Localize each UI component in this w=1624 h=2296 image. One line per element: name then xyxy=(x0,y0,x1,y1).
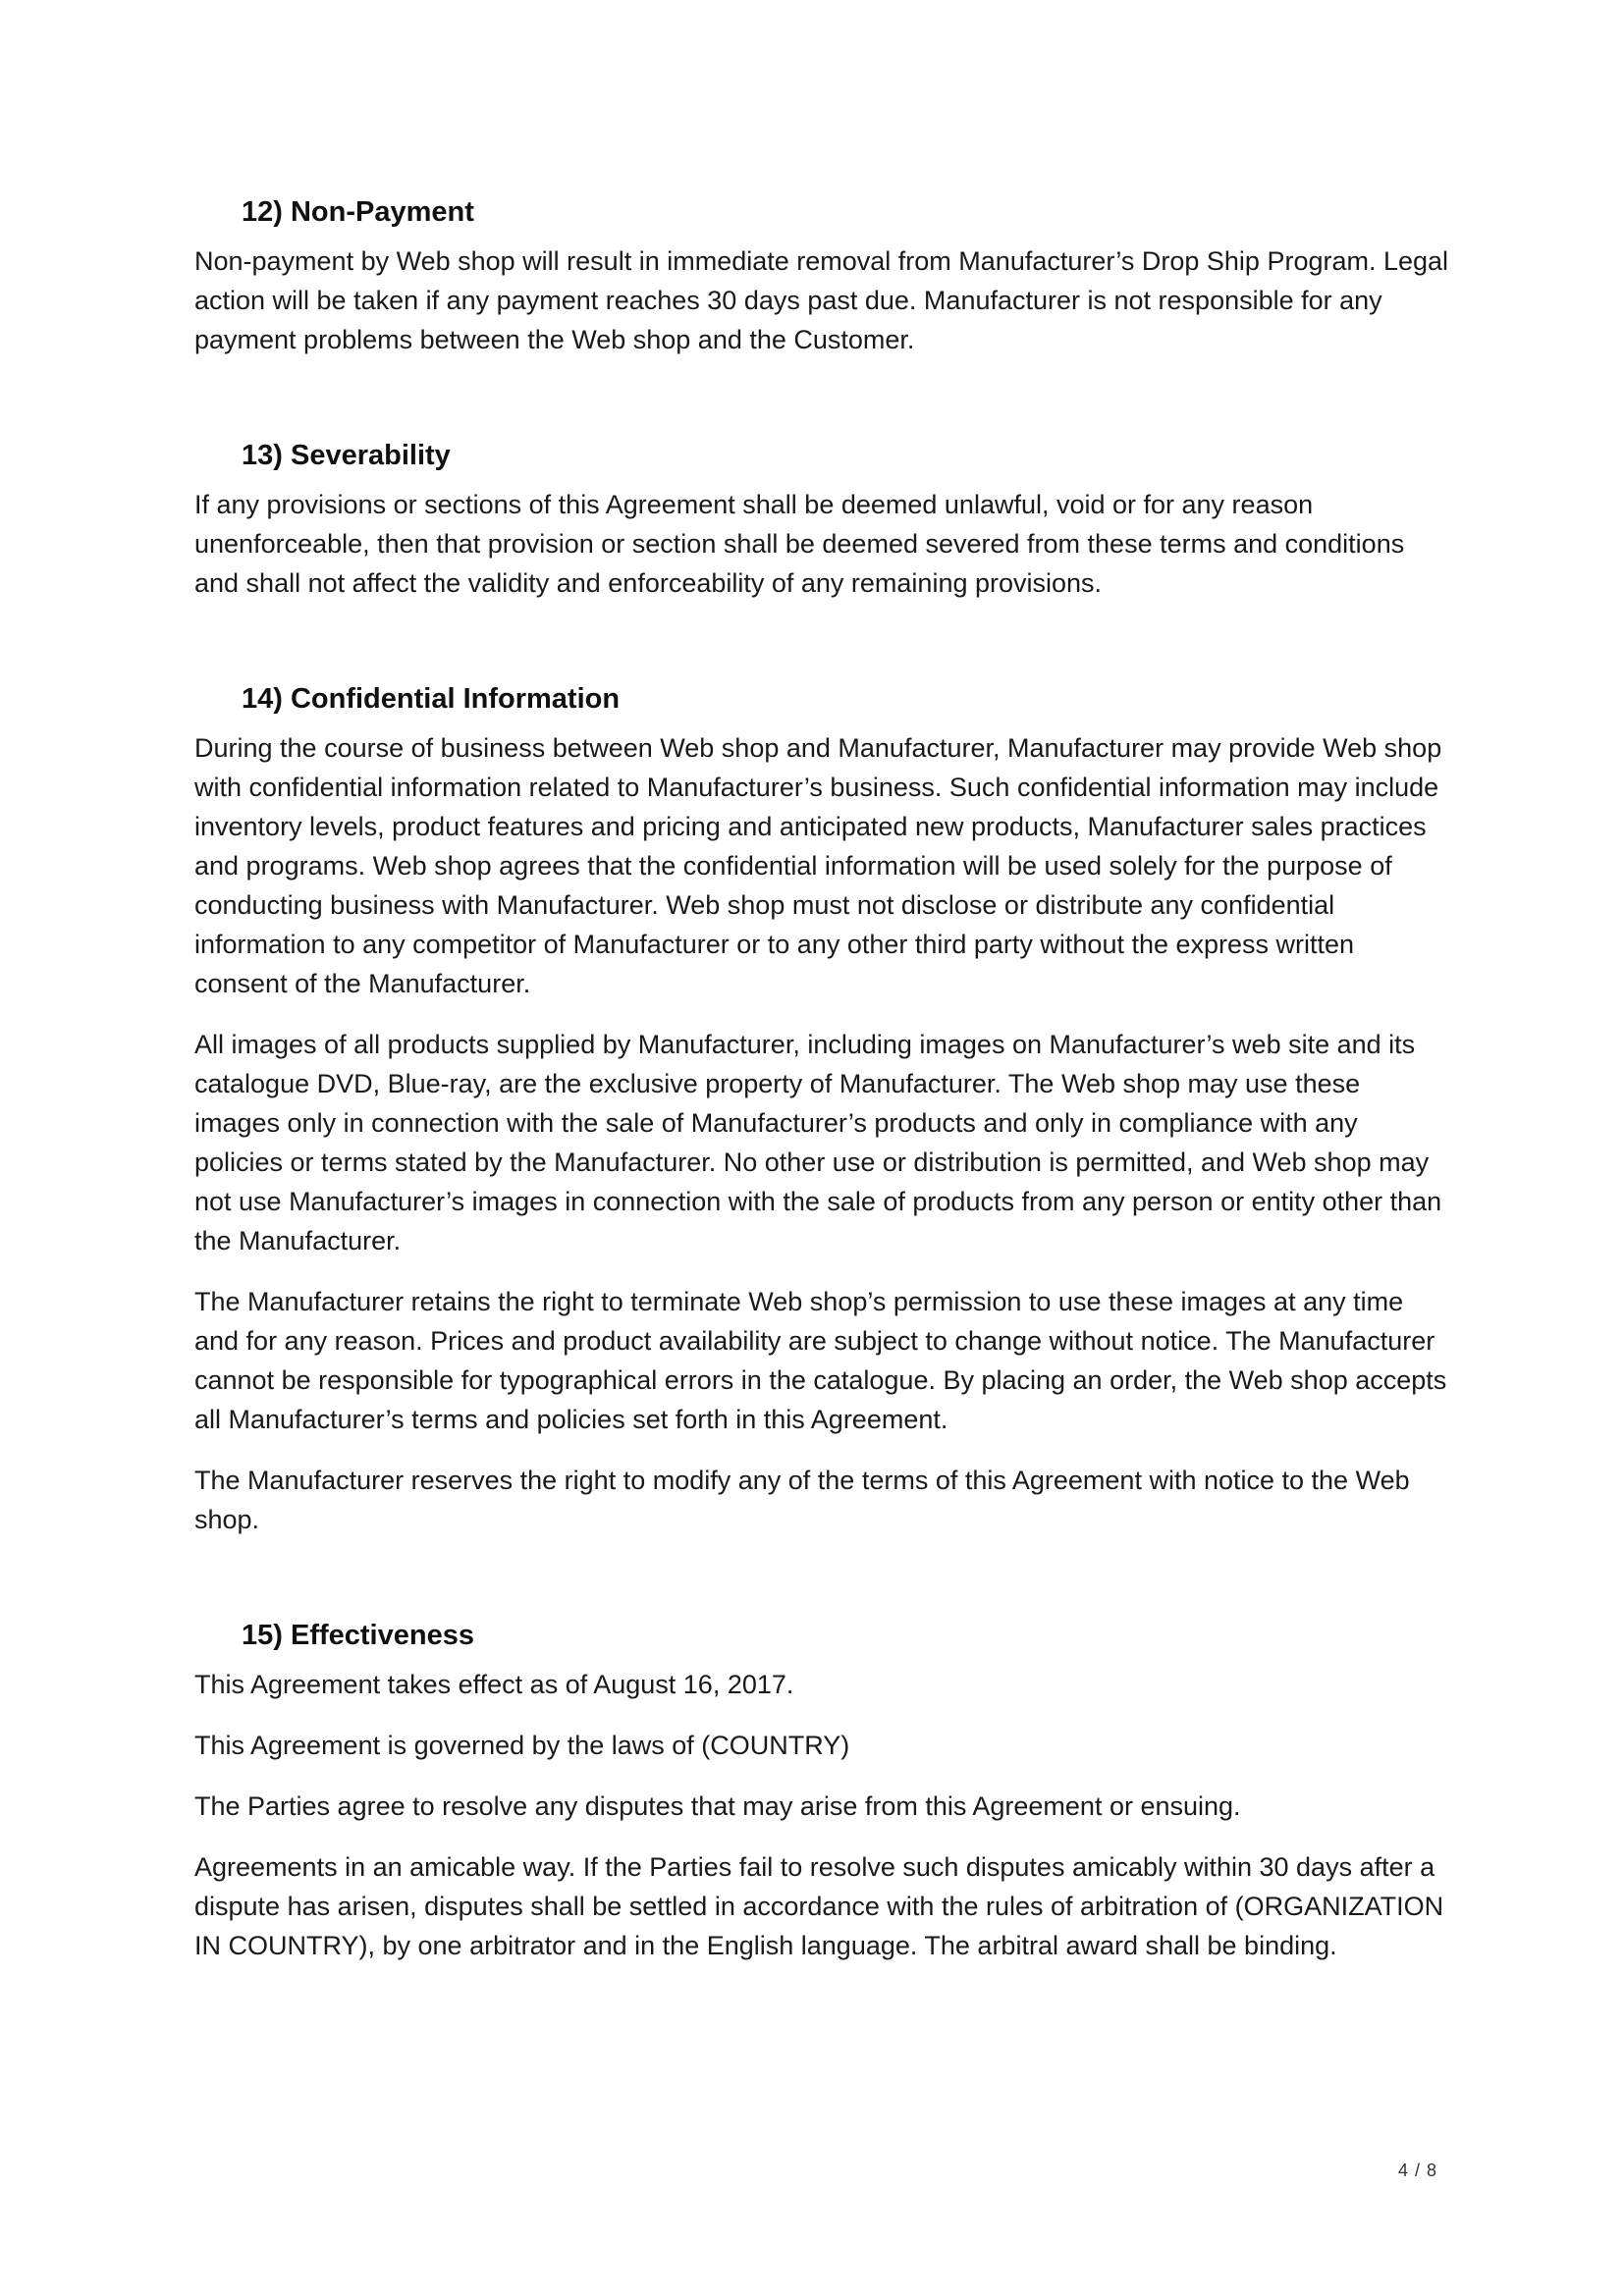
paragraph: The Parties agree to resolve any disputes that may arise from this Agreement or ensuing. xyxy=(194,1791,1241,1821)
paragraph: All images of all products supplied by Manufacturer, including images on Manufacturer’s web site and its catalogue DVD, Blue-ray, are the exclusive property of Manufacturer. The Web shop may use these images only in connection with the sale of Manufacturer’s products and only in compliance with any policies or terms stated by the Manufacturer. No other use or distribution is permitted, and Web shop may not use Manufacturer’s images in connection with the sale of products from any person or entity other than the Manufacturer. xyxy=(194,1030,1442,1255)
paragraph: During the course of business between Web shop and Manufacturer, Manufacturer may provide Web shop with confidential information related to Manufacturer’s business. Such confidential information may include inventory levels, product features and pricing and anticipated new products, Manufacturer sales practices and programs. Web shop agrees that the confidential information will be used solely for the purpose of conducting business with Manufacturer. Web shop must not disclose or distribute any confidential information to any competitor of Manufacturer or to any other third party without the express written consent of the Manufacturer. xyxy=(194,733,1442,998)
section-heading: 14) Confidential Information xyxy=(242,683,621,715)
paragraph: This Agreement is governed by the laws of (COUNTRY) xyxy=(194,1731,850,1760)
section-severability xyxy=(194,436,1451,603)
paragraph: The Manufacturer reserves the right to modify any of the terms of this Agreement with notice to the Web shop. xyxy=(194,1466,1410,1534)
section-non-payment xyxy=(194,192,1451,359)
section-confidential-information xyxy=(194,679,1451,1539)
paragraph: If any provisions or sections of this Agreement shall be deemed unlawful, void or for any reason unenforceable, then that provision or section shall be deemed severed from these terms and conditions and shall not affect the validity and enforceability of any remaining provisions. xyxy=(194,490,1405,598)
document-body xyxy=(194,192,1451,1965)
paragraph: The Manufacturer retains the right to terminate Web shop’s permission to use these images at any time and for any reason. Prices and product availability are subject to change without notice. The Manufacturer cannot be responsible for typographical errors in the catalogue. By placing an order, the Web shop accepts all Manufacturer’s terms and policies set forth in this Agreement. xyxy=(194,1287,1447,1434)
section-effectiveness xyxy=(194,1616,1451,1965)
paragraph: This Agreement takes effect as of August 16, 2017. xyxy=(194,1670,794,1699)
section-heading: 12) Non-Payment xyxy=(242,196,474,228)
paragraph: Non-payment by Web shop will result in immediate removal from Manufacturer’s Drop Ship Program. Legal action will be taken if any payment reaches 30 days past due. Manufacturer is not responsible for any payment problems between the Web shop and the Customer. xyxy=(194,246,1449,354)
section-heading: 13) Severability xyxy=(242,440,451,471)
section-heading: 15) Effectiveness xyxy=(242,1620,474,1651)
paragraph: Agreements in an amicable way. If the Parties fail to resolve such disputes amicably within 30 days after a dispute has arisen, disputes shall be settled in accordance with the rules of arbitration of (ORGANIZATION IN COUNTRY), by one arbitrator and in the English language. The arbitral award shall be binding. xyxy=(194,1852,1444,1960)
page-number: 4 / 8 xyxy=(1397,2161,1437,2180)
